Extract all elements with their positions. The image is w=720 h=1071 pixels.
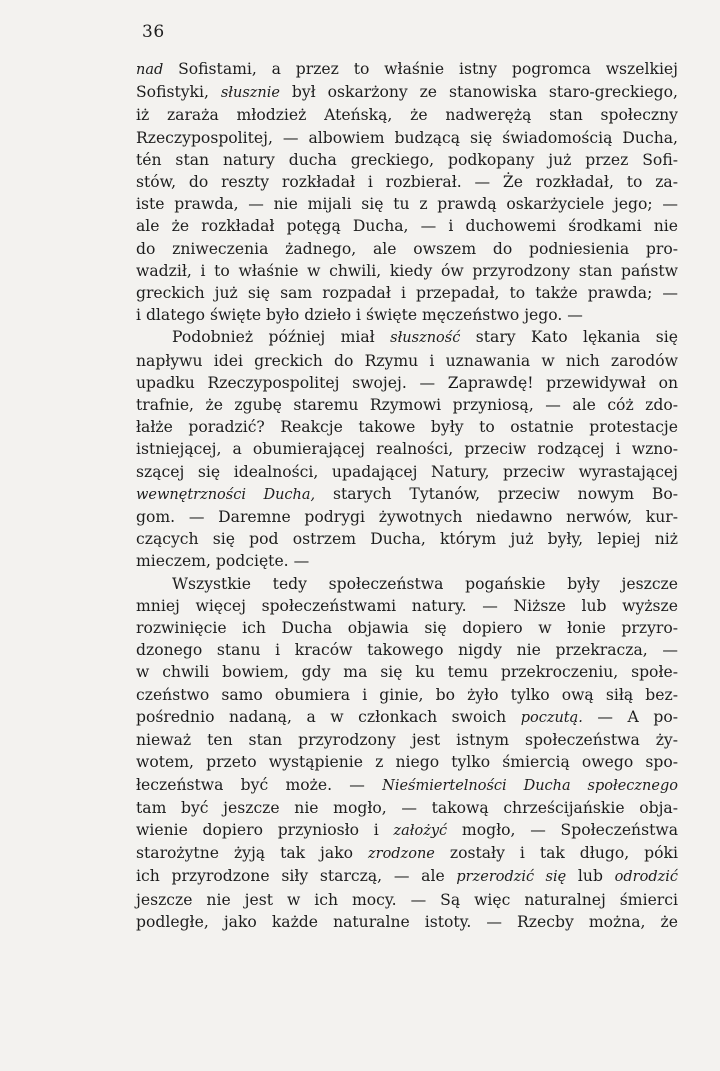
text-segment: tam być jeszcze nie mogło, — takową chrześcijańskie obja- — [136, 798, 678, 817]
text-line — [136, 238, 678, 260]
emphasized-text: odrodzić — [614, 869, 678, 886]
text-segment: dzonego stanu i kraców takowego nigdy nie przekracza, — — [136, 641, 678, 660]
text-segment: ich przyrodzone siły starczą, — ale — [136, 867, 457, 886]
emphasized-text: słuszność — [390, 330, 461, 347]
emphasized-text: wewnętrzności Ducha, — [136, 486, 316, 503]
text-segment: wienie dopiero przyniosło i — [136, 820, 394, 839]
text-segment: zostały i tak długo, póki — [434, 844, 678, 863]
text-line — [136, 260, 678, 282]
text-segment: był oskarżony ze stanowiska staro-greckiego, — [279, 83, 678, 102]
text-line — [136, 639, 678, 661]
text-line — [136, 58, 678, 81]
text-line — [136, 889, 678, 911]
text-segment: mogło, — Społeczeństwa — [447, 820, 679, 839]
text-segment: tén stan natury ducha greckiego, podkopany już przez Sofi- — [136, 150, 678, 169]
text-segment: starożytne żyją tak jako — [136, 844, 368, 863]
text-line — [136, 729, 678, 751]
text-segment: Wszystkie tedy społeczeństwa pogańskie były jeszcze — [172, 574, 678, 593]
emphasized-text: słusznie — [220, 85, 280, 102]
text-line — [136, 215, 678, 237]
text-segment: — A po- — [582, 707, 678, 726]
text-line — [136, 483, 678, 506]
text-line — [136, 550, 678, 572]
emphasized-text: zrodzone — [368, 846, 435, 863]
text-segment: napływu idei greckich do Rzymu i uznawania w nich zarodów — [136, 351, 678, 370]
text-segment: czeństwo samo obumiera i ginie, bo żyło tylko ową siłą bez- — [136, 685, 678, 704]
text-line — [136, 751, 678, 773]
text-line — [136, 797, 678, 819]
text-segment: Sofistami, a przez to właśnie istny pogromca wszelkiej — [163, 60, 678, 78]
text-segment: Rzeczypospolitej, — albowiem budzącą się świadomością Ducha, — [136, 128, 678, 147]
text-segment: istniejącej, a obumierającej realności, przeciw rodzącej i wzno- — [136, 440, 678, 459]
text-segment: podległe, jako każde naturalne istoty. — Rzecby można, że — [136, 912, 678, 931]
text-line — [136, 282, 678, 304]
text-line — [136, 617, 678, 639]
text-line — [136, 819, 678, 842]
emphasized-text: przerodzić się — [456, 869, 567, 886]
text-segment: nieważ ten stan przyrodzony jest istnym społeczeństwa ży- — [136, 731, 678, 750]
text-segment: w chwili bowiem, gdy ma się ku temu przekroczeniu, społe- — [136, 663, 678, 682]
text-line — [136, 842, 678, 865]
text-line — [136, 171, 678, 193]
text-line — [136, 461, 678, 483]
text-line — [136, 438, 678, 460]
text-segment: stary Kato lękania się — [460, 328, 678, 347]
text-line — [136, 193, 678, 215]
text-segment: pośrednio nadaną, a w członkach swoich — [136, 707, 521, 726]
text-line — [136, 104, 678, 126]
text-line — [136, 573, 678, 595]
text-segment: łeczeństwa być może. — — [136, 775, 383, 794]
page-number: 36 — [142, 22, 165, 42]
text-segment: stów, do reszty rozkładał i rozbierał. — Że rozkładał, to za- — [136, 173, 678, 192]
text-line — [136, 394, 678, 416]
text-line — [136, 684, 678, 706]
text-line — [136, 506, 678, 528]
text-line — [136, 326, 678, 349]
text-line — [136, 372, 678, 394]
text-line — [136, 81, 678, 104]
text-segment: gom. — Daremne podrygi żywotnych niedawno nerwów, kur- — [136, 508, 678, 527]
text-segment: szącej się idealności, upadającej Natury, przeciw wyrastającej — [136, 462, 678, 481]
text-line — [136, 661, 678, 683]
text-segment: wadził, i to właśnie w chwili, kiedy ów przyrodzony stan państw — [136, 261, 678, 280]
emphasized-text: Nieśmiertelności Ducha społecznego — [382, 777, 678, 794]
body-text — [136, 58, 678, 933]
text-line — [136, 865, 678, 888]
text-segment: greckich już się sam rozpadał i przepadał, to także prawda; — — [136, 284, 678, 303]
text-line — [136, 416, 678, 438]
text-segment: starych Tytanów, przeciw nowym Bo- — [315, 484, 678, 503]
text-segment: wotem, przeto wystąpienie z niego tylko śmiercią owego spo- — [136, 753, 678, 772]
text-segment: Sofistyki, — [136, 83, 221, 102]
emphasized-text: nad — [136, 62, 164, 78]
text-segment: upadku Rzeczypospolitej swojej. — Zaprawdę! przewidywał on — [136, 373, 678, 392]
text-segment: jeszcze nie jest w ich mocy. — Są więc naturalnej śmierci — [136, 890, 678, 909]
text-segment: iste prawda, — nie mijali się tu z prawdą oskarżyciele jego; — — [136, 195, 678, 214]
text-segment: łałże poradzić? Reakcje takowe były to ostatnie protestacje — [136, 418, 678, 437]
text-segment: trafnie, że zgubę staremu Rzymowi przyniosą, — ale cóż zdo- — [136, 396, 678, 415]
text-segment: i dlatego święte było dzieło i święte męczeństwo jego. — — [136, 306, 583, 325]
text-segment: ale że rozkładał potęgą Ducha, — i duchowemi środkami nie — [136, 217, 678, 236]
text-segment: mieczem, podcięte. — — [136, 552, 310, 571]
text-line — [136, 149, 678, 171]
text-line — [136, 595, 678, 617]
text-line — [136, 304, 678, 326]
emphasized-text: założyć — [393, 822, 448, 839]
text-line — [136, 350, 678, 372]
text-segment: do zniweczenia żadnego, ale owszem do podniesienia pro- — [136, 239, 678, 258]
text-segment: rozwinięcie ich Ducha objawia się dopiero w łonie przyro- — [136, 619, 678, 638]
emphasized-text: poczutą. — [520, 709, 583, 726]
text-segment: Podobnież później miał — [172, 328, 391, 347]
text-segment: lub — [566, 867, 615, 886]
text-segment: iż zaraża młodzież Ateńską, że nadwerężą stan społeczny — [136, 106, 678, 125]
text-segment: czących się pod ostrzem Ducha, którym już były, lepiej niż — [136, 530, 678, 549]
text-line — [136, 911, 678, 933]
text-line — [136, 706, 678, 729]
text-line — [136, 127, 678, 149]
text-line — [136, 528, 678, 550]
text-segment: mniej więcej społeczeństwami natury. — Niższe lub wyższe — [136, 596, 678, 615]
text-line — [136, 774, 678, 797]
